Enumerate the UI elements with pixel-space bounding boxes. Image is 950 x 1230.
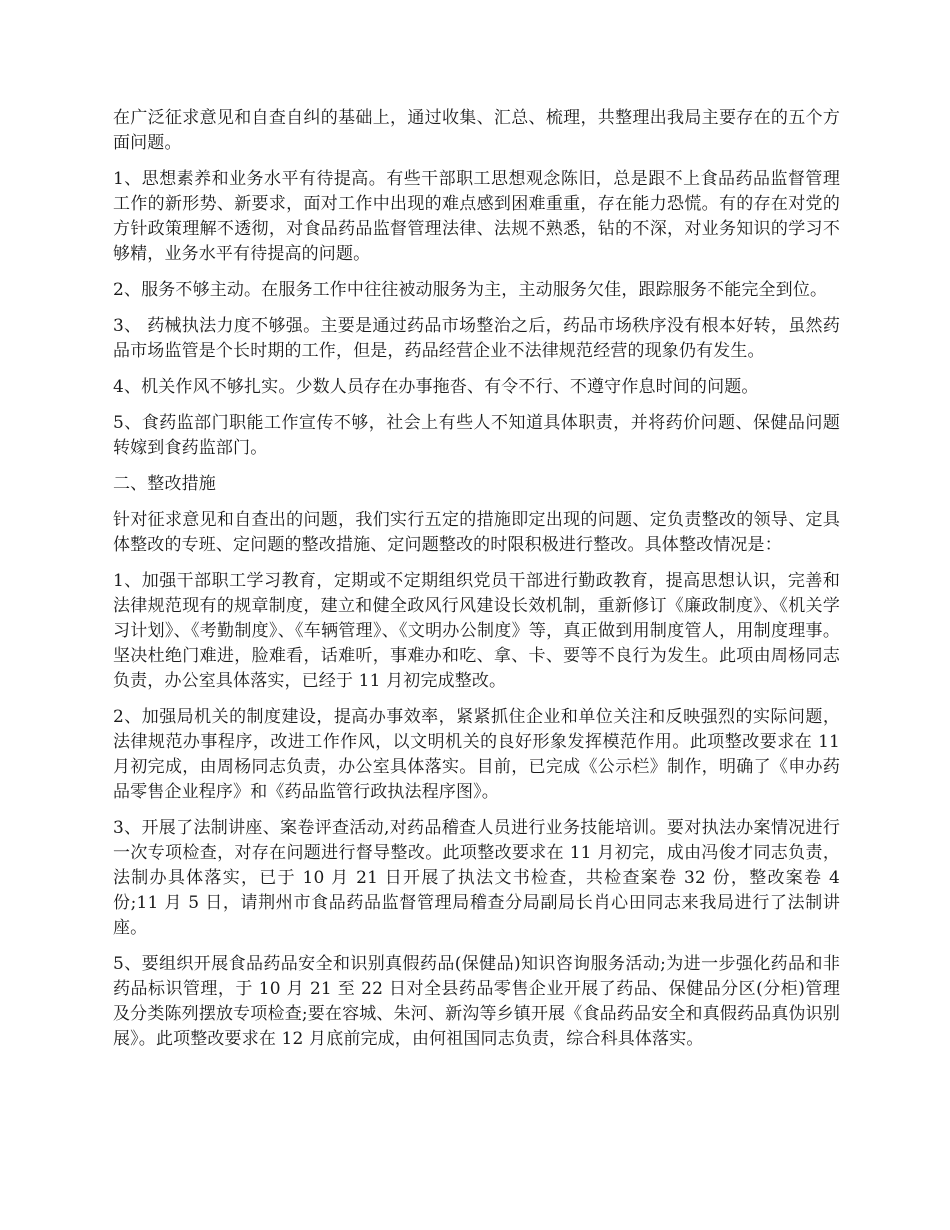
- measure-2-paragraph: 2、加强局机关的制度建设，提高办事效率，紧紧抓住企业和单位关注和反映强烈的实际问题，法律规范办事程序，改进工作作风，以文明机关的良好形象发挥模范作用。此项整改要求在 11 月初完成，由周杨同志负责，办公室具体落实。目前，已完成《公示栏》制作，明确了《申办药品零售企业程序》和《药品监管行政执法程序图》。: [113, 707, 840, 802]
- measure-3-paragraph: 3、开展了法制讲座、案卷评查活动,对药品稽查人员进行业务技能培训。要对执法办案情况进行一次专项检查，对存在问题进行督导整改。此项整改要求在 11 月初完，成由冯俊才同志负责，法制办具体落实，已于 10 月 21 日开展了执法文书检查，共检查案卷 32 份，整改案卷 4 份;11 月 5 日，请荆州市食品药品监督管理局稽查分局副局长肖心田同志来我局进行了法制讲座。: [113, 818, 840, 938]
- measure-1-paragraph: 1、加强干部职工学习教育，定期或不定期组织党员干部进行勤政教育，提高思想认识，完善和法律规范现有的规章制度，建立和健全政风行风建设长效机制，重新修订《廉政制度》、《机关学习计划》、《考勤制度》、《车辆管理》、《文明办公制度》等，真正做到用制度管人，用制度理事。坚决杜绝门难进，脸难看，话难听，事难办和吃、拿、卡、要等不良行为发生。此项由周杨同志负责，办公室具体落实，已经于 11 月初完成整改。: [113, 571, 840, 691]
- problem-4-paragraph: 4、机关作风不够扎实。少数人员存在办事拖沓、有令不行、不遵守作息时间的问题。: [113, 377, 759, 397]
- measure-5-paragraph: 5、要组织开展食品药品安全和识别真假药品(保健品)知识咨询服务活动;为进一步强化药品和非药品标识管理，于 10 月 21 至 22 日对全县药品零售企业开展了药品、保健品分区(分柜)管理及分类陈列摆放专项检查;要在容城、朱河、新沟等乡镇开展《食品药品安全和真假药品真伪识别展》。此项整改要求在 12 月底前完成，由何祖国同志负责，综合科具体落实。: [113, 954, 840, 1049]
- problem-3-paragraph: 3、 药械执法力度不够强。主要是通过药品市场整治之后，药品市场秩序没有根本好转，虽然药品市场监管是个长时期的工作，但是，药品经营企业不法律规范经营的现象仍有发生。: [113, 316, 840, 361]
- problem-5-paragraph: 5、食药监部门职能工作宣传不够，社会上有些人不知道具体职责，并将药价问题、保健品问题转嫁到食药监部门。: [113, 413, 840, 458]
- problem-1-paragraph: 1、思想素养和业务水平有待提高。有些干部职工思想观念陈旧，总是跟不上食品药品监督管理工作的新形势、新要求，面对工作中出现的难点感到困难重重，存在能力恐慌。有的存在对党的方针政策理解不透彻，对食品药品监督管理法律、法规不熟悉，钻的不深，对业务知识的学习不够精，业务水平有待提高的问题。: [113, 169, 840, 264]
- problem-2-paragraph: 2、服务不够主动。在服务工作中往往被动服务为主，主动服务欠佳，跟踪服务不能完全到位。: [113, 280, 828, 300]
- measures-intro-paragraph: 针对征求意见和自查出的问题，我们实行五定的措施即定出现的问题、定负责整改的领导、定具体整改的专班、定问题的整改措施、定问题整改的时限积极进行整改。具体整改情况是：: [113, 510, 840, 555]
- section-heading: 二、整改措施: [113, 474, 216, 494]
- intro-paragraph: 在广泛征求意见和自查自纠的基础上，通过收集、汇总、梳理，共整理出我局主要存在的五个方面问题。: [113, 108, 840, 153]
- document-body: [113, 106, 840, 1063]
